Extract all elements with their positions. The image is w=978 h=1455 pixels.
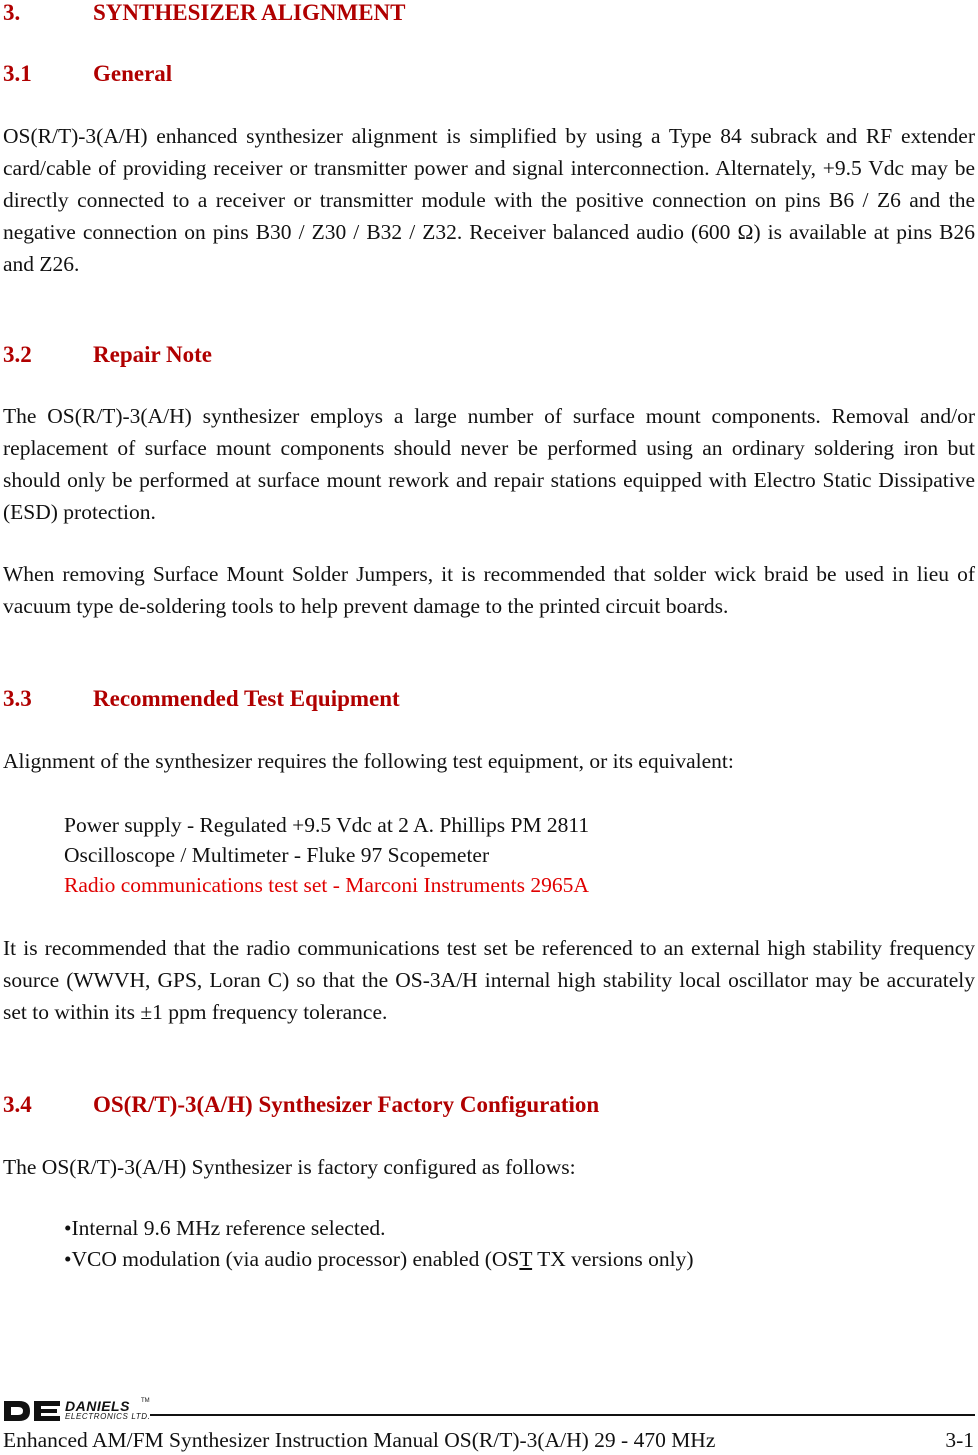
- section-title: SYNTHESIZER ALIGNMENT: [93, 0, 406, 25]
- subsection-number: 3.3: [3, 686, 32, 711]
- footer-rule: [150, 1414, 975, 1416]
- subsection-number: 3.1: [3, 61, 32, 86]
- general-paragraph: OS(R/T)-3(A/H) enhanced synthesizer alignment is simplified by using a Type 84 subrack and RF extender card/cable of providing receiver or transmitter power and signal interconnection. Alternately, +9.5 Vdc may be directly connected to a receiver or transmitter module with the positive connection on pins B6 / Z6 and the negative connection on pins B30 / Z30 / B32 / Z32. Receiver balanced audio (600 Ω) is available at pins B26 and Z26.: [3, 124, 975, 276]
- footer-page-number: 3-1: [945, 1428, 974, 1452]
- config-bullet-underlined: T: [519, 1247, 533, 1271]
- config-bullet-text: •VCO modulation (via audio processor) enabled (OS: [64, 1247, 520, 1271]
- repair-paragraph-2: When removing Surface Mount Solder Jumpers, it is recommended that solder wick braid be used in lieu of vacuum type de-soldering tools to help prevent damage to the printed circuit boards.: [3, 562, 975, 618]
- logo-name: DANIELS: [65, 1398, 130, 1414]
- subsection-number: 3.2: [3, 342, 32, 367]
- test-equipment-paragraph: It is recommended that the radio communications test set be referenced to an external high stability frequency source (WWVH, GPS, Loran C) so that the OS-3A/H internal high stability local oscillator may be accurately set to within its ±1 ppm frequency tolerance.: [3, 936, 975, 1024]
- section-number: 3.: [3, 0, 21, 25]
- config-bullet: [64, 1244, 694, 1274]
- factory-config-intro: The OS(R/T)-3(A/H) Synthesizer is factory configured as follows:: [3, 1155, 576, 1179]
- equipment-item: Oscilloscope / Multimeter - Fluke 97 Scopemeter: [64, 843, 490, 867]
- subsection-title: Recommended Test Equipment: [93, 686, 400, 711]
- subsection-title: Repair Note: [93, 342, 213, 367]
- logo-tm: TM: [141, 1398, 150, 1404]
- footer-manual-title: Enhanced AM/FM Synthesizer Instruction Manual OS(R/T)-3(A/H) 29 - 470 MHz: [3, 1428, 716, 1452]
- test-equipment-intro: Alignment of the synthesizer requires the following test equipment, or its equivalent:: [3, 749, 734, 773]
- subsection-title: OS(R/T)-3(A/H) Synthesizer Factory Configuration: [93, 1092, 600, 1117]
- logo-subtitle: ELECTRONICS LTD.: [65, 1412, 151, 1421]
- equipment-item: Power supply - Regulated +9.5 Vdc at 2 A. Phillips PM 2811: [64, 813, 590, 837]
- config-bullet: •Internal 9.6 MHz reference selected.: [64, 1216, 386, 1240]
- config-bullet-text: TX versions only): [532, 1247, 694, 1271]
- daniels-logo-mark: [3, 1400, 61, 1422]
- repair-paragraph-1: The OS(R/T)-3(A/H) synthesizer employs a large number of surface mount components. Removal and/or replacement of surface mount components should never be performed using an ordinary soldering iron but should only be performed at surface mount rework and repair stations equipped with Electro Static Dissipative (ESD) protection.: [3, 404, 975, 524]
- subsection-number: 3.4: [3, 1092, 32, 1117]
- subsection-title: General: [93, 61, 173, 86]
- equipment-item-highlighted: Radio communications test set - Marconi Instruments 2965A: [64, 873, 589, 897]
- daniels-logo: [3, 1398, 153, 1424]
